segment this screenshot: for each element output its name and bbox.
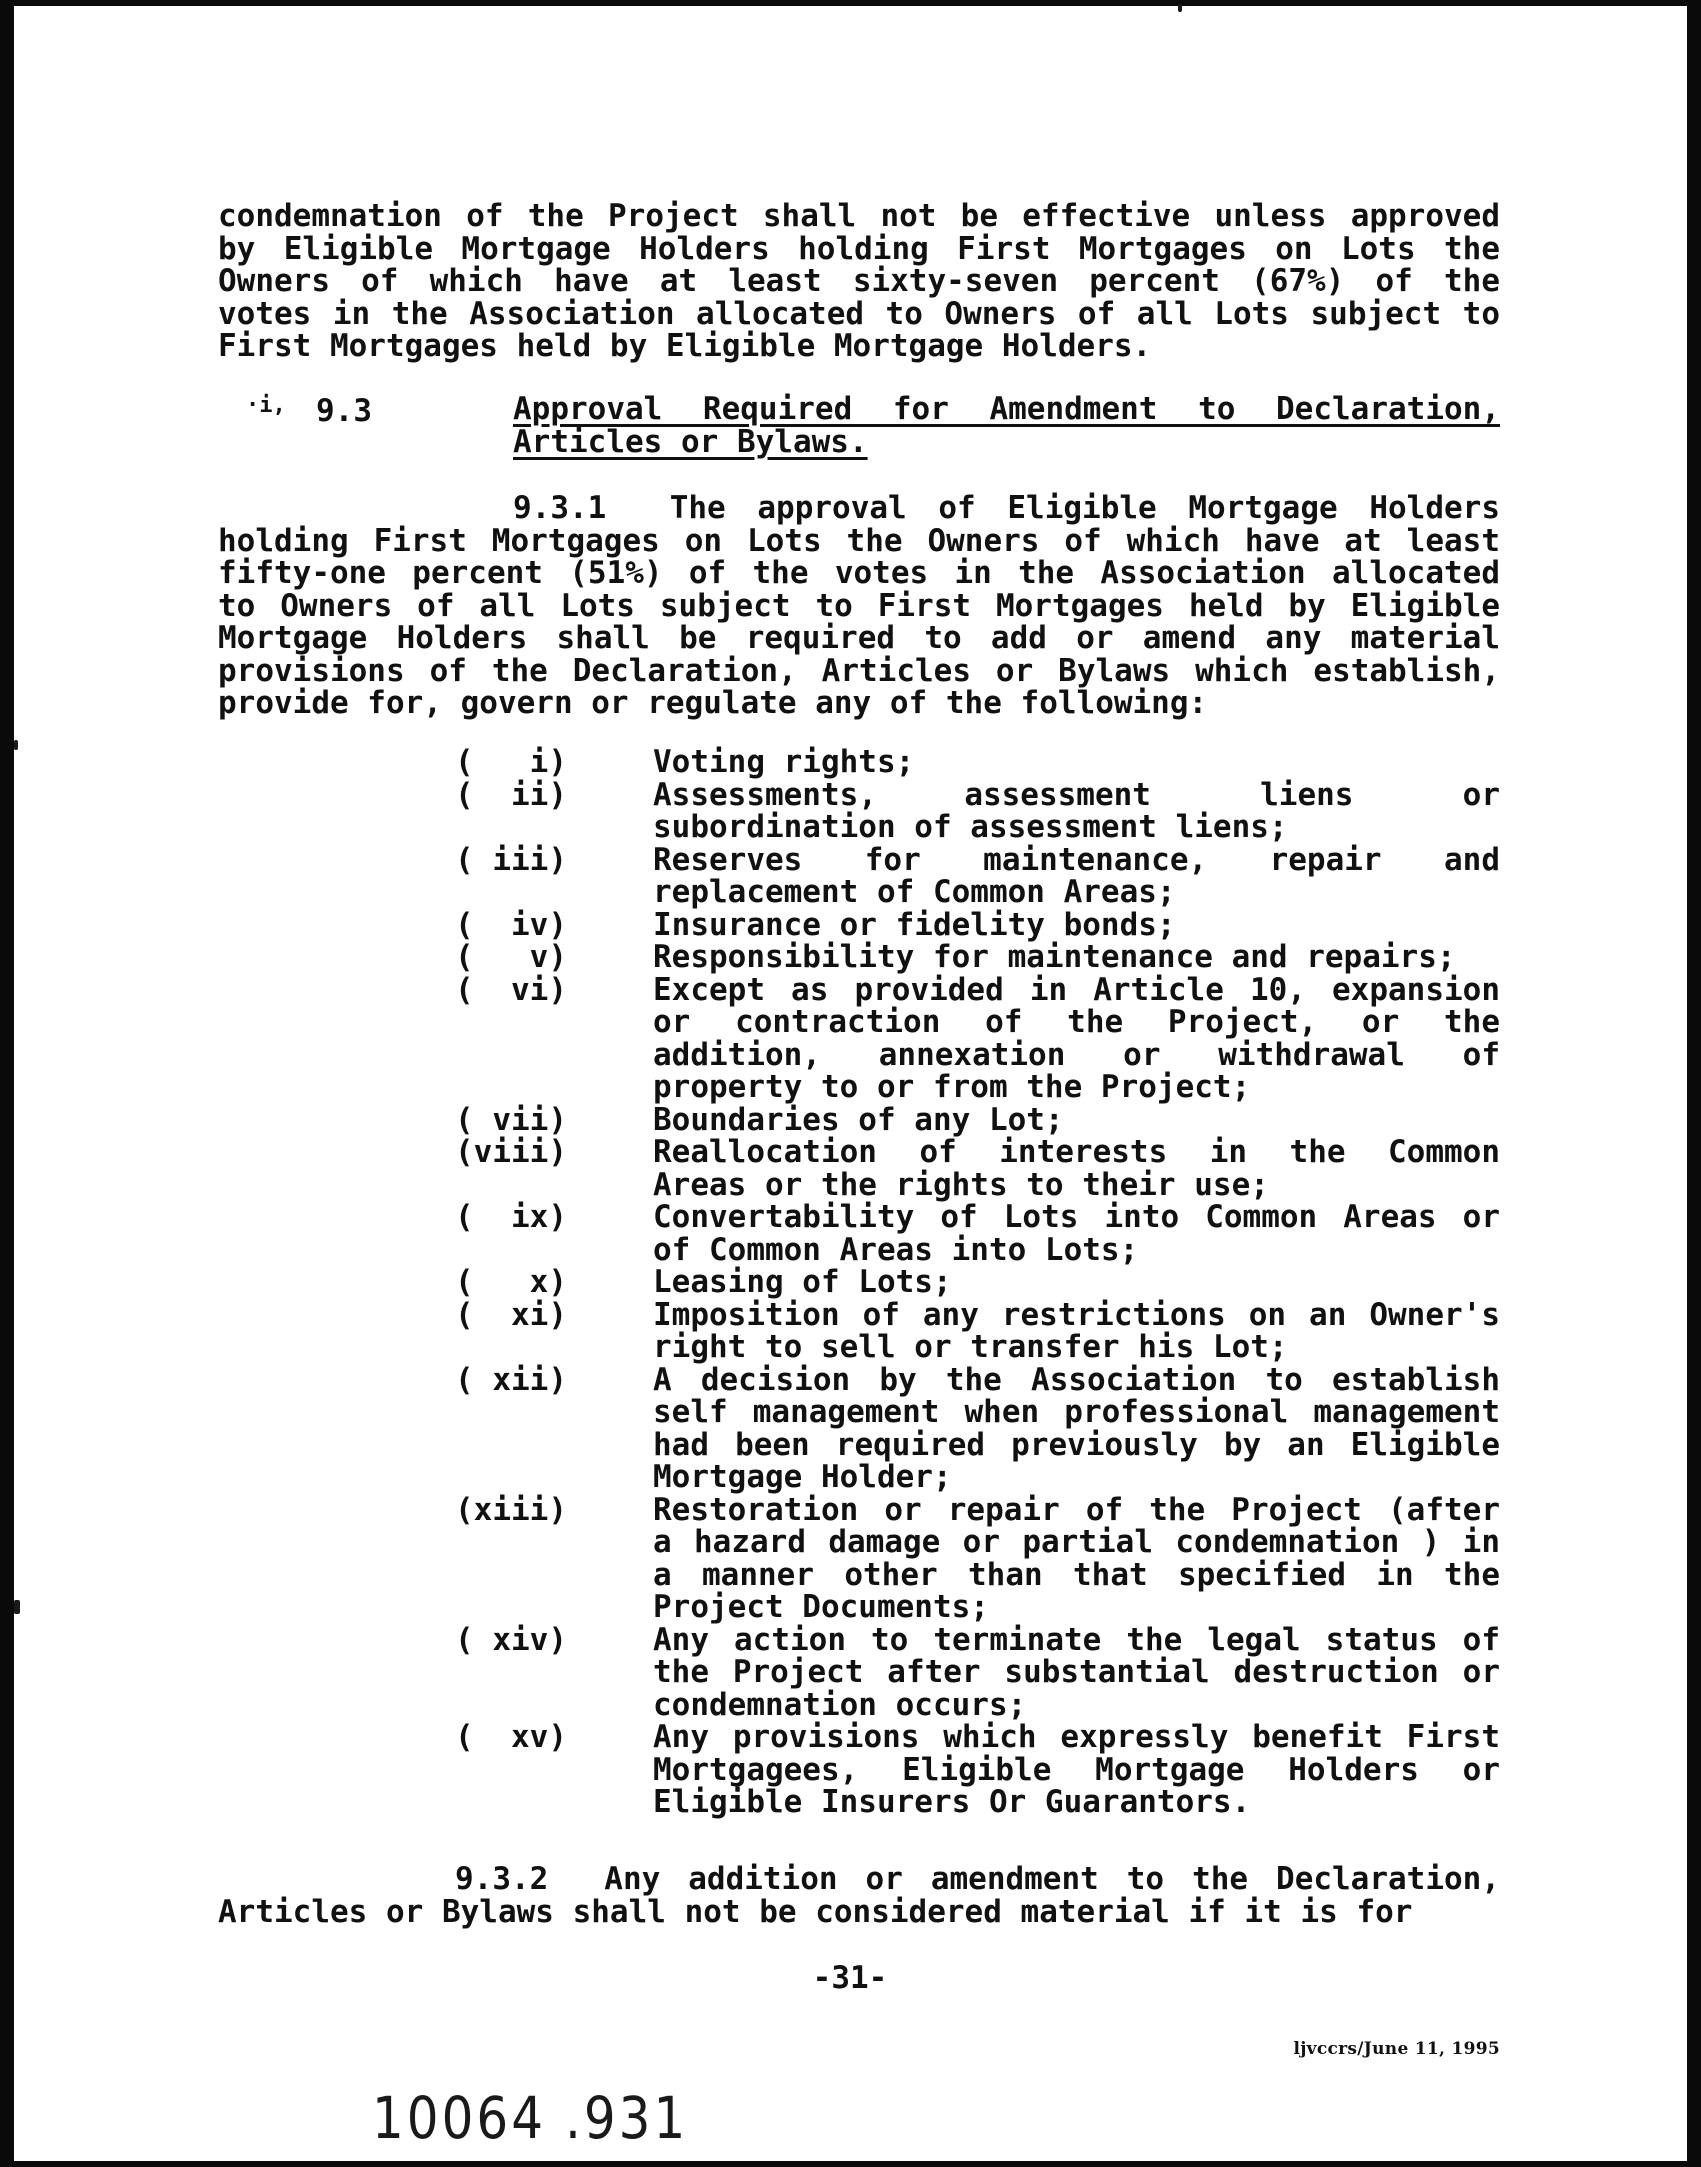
- text-line: or contraction of the Project, or the: [653, 1004, 1500, 1040]
- subsection-9-3-1: [218, 492, 1500, 720]
- text-line: condemnation occurs;: [653, 1686, 1027, 1723]
- text-line: fifty-one percent (51%) of the votes in the Association allocated: [218, 555, 1500, 591]
- text-line: self management when professional management: [653, 1394, 1500, 1430]
- text-line: Approval Required for Amendment to Declaration,: [513, 391, 1500, 427]
- list-item: [455, 841, 1500, 910]
- list-item-text: [653, 906, 1500, 943]
- text-line: holding First Mortgages on Lots the Owners of which have at least: [218, 522, 1500, 559]
- list-item-number: ( xii): [455, 1361, 567, 1398]
- text-line: the Project after substantial destruction or: [653, 1654, 1500, 1690]
- text-line: A decision by the Association to establish: [653, 1361, 1500, 1398]
- list-item-text: [653, 1201, 1500, 1266]
- text-line: [218, 492, 1500, 525]
- list-item: [455, 746, 1500, 779]
- text-line: Eligible Insurers Or Guarantors.: [653, 1784, 1251, 1820]
- text-line: Restoration or repair of the Project (after: [653, 1491, 1500, 1528]
- text-line: provide for, govern or regulate any of the following:: [218, 685, 1208, 721]
- text-line: Areas or the rights to their use;: [653, 1166, 1269, 1203]
- list-item: [455, 776, 1500, 845]
- list-item: [455, 1296, 1500, 1365]
- footer-reference: ljvccrs/June 11, 1995: [1293, 2039, 1500, 2059]
- list-item: [455, 941, 1500, 974]
- list-item-text: [653, 1296, 1500, 1365]
- text-line: provisions of the Declaration, Articles or Bylaws which establish,: [218, 652, 1500, 689]
- list-item: [455, 1721, 1500, 1819]
- scan-speck: [14, 740, 18, 750]
- text-line: votes in the Association allocated to Owners of all Lots subject to: [218, 295, 1500, 332]
- list-item-text: [653, 1721, 1500, 1819]
- list-item: [455, 906, 1500, 943]
- list-item-text: [653, 1491, 1500, 1625]
- list-item: [455, 1491, 1500, 1625]
- list-item: [455, 1136, 1500, 1201]
- text-fragment: The approval of Eligible Mortgage Holders: [669, 490, 1500, 526]
- list-item-number: ( vii): [455, 1101, 567, 1138]
- text-line: Reserves for maintenance, repair and: [653, 841, 1500, 878]
- text-line: replacement of Common Areas;: [653, 874, 1176, 910]
- list-item: [455, 971, 1500, 1105]
- intro-paragraph: [218, 200, 1500, 363]
- text-line: Leasing of Lots;: [653, 1264, 952, 1300]
- text-line: Imposition of any restrictions on an Owner's: [653, 1296, 1500, 1333]
- section-title: [513, 393, 1500, 458]
- document-id-stamp: 10064 .931: [372, 2085, 689, 2152]
- list-item-number: ( iii): [455, 841, 567, 878]
- scan-speck: [14, 1600, 20, 1614]
- text-line: right to sell or transfer his Lot;: [653, 1329, 1288, 1365]
- text-line: Mortgage Holders shall be required to add or amend any material: [218, 620, 1500, 656]
- text-line: Articles or Bylaws shall not be considered material if it is for: [218, 1893, 1413, 1930]
- list-item-text: [653, 1621, 1500, 1723]
- text-line: Convertability of Lots into Common Areas or: [653, 1199, 1500, 1235]
- list-item-number: ( xv): [455, 1719, 567, 1755]
- list-item: [455, 1621, 1500, 1723]
- list-item: [455, 1266, 1500, 1299]
- text-line: Assessments, assessment liens or: [653, 776, 1500, 813]
- list-item-text: [653, 776, 1500, 845]
- list-item-text: [653, 941, 1500, 974]
- text-line: Voting rights;: [653, 744, 915, 780]
- text-line: Any action to terminate the legal status of: [653, 1621, 1500, 1658]
- text-line: a manner other than that specified in the: [653, 1556, 1500, 1593]
- list-item-number: ( xi): [455, 1296, 567, 1333]
- list-item-number: ( ii): [455, 776, 567, 813]
- list-item-text: [653, 1266, 1500, 1299]
- list-item-text: [653, 1101, 1500, 1138]
- list-item: [455, 1361, 1500, 1495]
- text-line: to Owners of all Lots subject to First Mortgages held by Eligible: [218, 587, 1500, 624]
- list-item: [455, 1201, 1500, 1266]
- subsection-label: 9.3.1: [513, 490, 607, 526]
- text-line: by Eligible Mortgage Holders holding First Mortgages on Lots the: [218, 230, 1500, 267]
- text-line: Mortgagees, Eligible Mortgage Holders or: [653, 1751, 1500, 1788]
- margin-mark: ·i,: [246, 393, 286, 418]
- scan-speck: [1178, 4, 1182, 12]
- text-line: Except as provided in Article 10, expansion: [653, 971, 1500, 1008]
- list-item-number: ( i): [455, 744, 567, 780]
- list-item-text: [653, 746, 1500, 779]
- text-line: Responsibility for maintenance and repairs;: [653, 939, 1456, 975]
- subsection-label: 9.3.2: [455, 1861, 549, 1897]
- text-line: subordination of assessment liens;: [653, 809, 1288, 845]
- text-line: [218, 1863, 1500, 1896]
- list-item-number: ( ix): [455, 1199, 567, 1235]
- subsection-9-3-2: [218, 1863, 1500, 1928]
- text-line: of Common Areas into Lots;: [653, 1231, 1139, 1268]
- text-line: a hazard damage or partial condemnation ) in: [653, 1524, 1500, 1560]
- list-item-text: [653, 1361, 1500, 1495]
- text-line: First Mortgages held by Eligible Mortgage Holders.: [218, 328, 1152, 364]
- text-line: Owners of which have at least sixty-seven percent (67%) of the: [218, 263, 1500, 299]
- list-item-number: (viii): [455, 1134, 567, 1170]
- text-line: Articles or Bylaws.: [513, 423, 868, 460]
- text-line: Insurance or fidelity bonds;: [653, 906, 1176, 943]
- list-item-text: [653, 841, 1500, 910]
- list-item-number: ( v): [455, 939, 567, 975]
- text-line: had been required previously by an Eligible: [653, 1426, 1500, 1463]
- text-line: Boundaries of any Lot;: [653, 1101, 1064, 1138]
- section-number: 9.3: [316, 393, 372, 429]
- list-item-text: [653, 1136, 1500, 1201]
- text-line: Any provisions which expressly benefit First: [653, 1719, 1500, 1755]
- provisions-list: [455, 746, 1500, 1819]
- page-number: -31-: [812, 1960, 888, 1996]
- text-fragment: Any addition or amendment to the Declaration,: [604, 1861, 1500, 1897]
- text-line: condemnation of the Project shall not be effective unless approved: [218, 198, 1500, 234]
- text-line: Reallocation of interests in the Common: [653, 1134, 1500, 1170]
- list-item-number: ( xiv): [455, 1621, 567, 1658]
- list-item-number: ( iv): [455, 906, 567, 943]
- text-line: Mortgage Holder;: [653, 1459, 952, 1495]
- list-item-text: [653, 971, 1500, 1105]
- text-line: property to or from the Project;: [653, 1069, 1251, 1105]
- list-item: [455, 1101, 1500, 1138]
- list-item-number: ( vi): [455, 971, 567, 1008]
- list-item-number: (xiii): [455, 1491, 567, 1528]
- text-line: Project Documents;: [653, 1589, 989, 1625]
- text-line: addition, annexation or withdrawal of: [653, 1036, 1500, 1073]
- list-item-number: ( x): [455, 1264, 567, 1300]
